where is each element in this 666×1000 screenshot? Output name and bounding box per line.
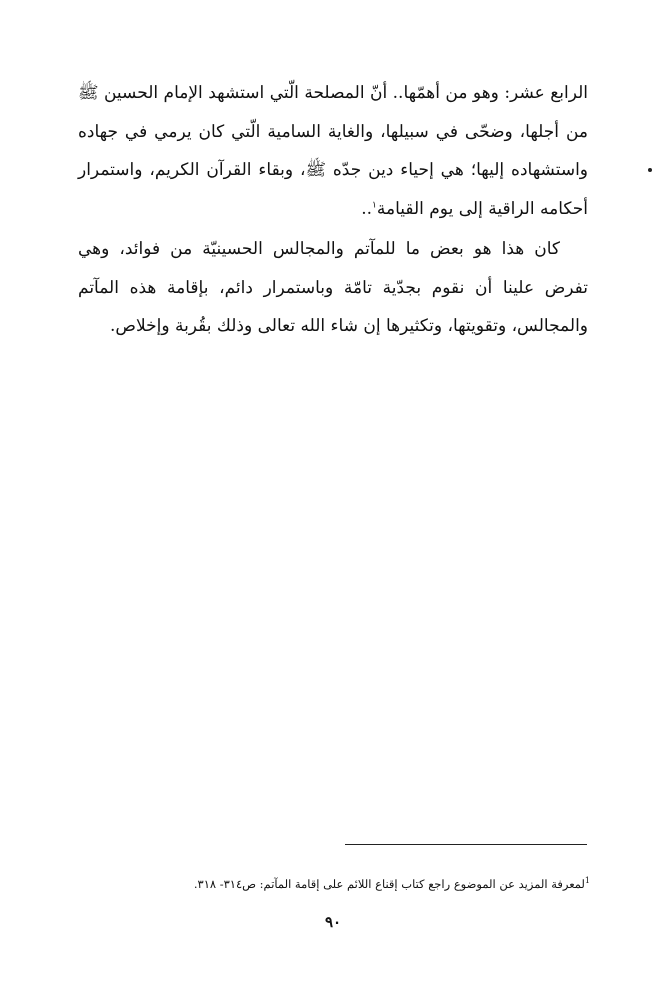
paragraph-fourteenth-point — [78, 74, 588, 228]
paragraph-text: كان هذا هو بعض ما للمآتم والمجالس الحسينيّة من فوائد، وهي تفرض علينا أن نقوم بجدّية تامّة وباستمرار دائم، بإقامة هذه المآتم والمجالس، وتقويتها، وتكثيرها إن شاء الله تعالى وذلك بقُربة وإخلاص. — [78, 239, 588, 336]
paragraph-conclusion — [78, 230, 588, 346]
main-text — [78, 74, 588, 346]
footnote-separator — [345, 844, 587, 845]
footnote-text: لمعرفة المزيد عن الموضوع راجع كتاب إقناع اللائم على إقامة المآتم: ص٣١٤- ٣١٨. — [193, 877, 585, 891]
paragraph-ending: .. — [361, 198, 372, 219]
footnote-number: 1 — [584, 876, 590, 886]
margin-dot — [648, 168, 652, 172]
page-number: ٩٠ — [324, 913, 342, 931]
paragraph-text: الرابع عشر: وهو من أهمّها.. أنّ المصلحة الّتي استشهد الإمام الحسين ﷺ من أجلها، وضحّى في سبيلها، والغاية السامية الّتي كان يرمي في جهاده واستشهاده إليها؛ هي إحياء دين جدّه ﷺ، وبقاء القرآن الكريم، واستمرار أحكامه الراقية إلى يوم القيامة — [78, 83, 588, 219]
footnote-reference: ١ — [372, 199, 377, 210]
footnote — [150, 874, 590, 894]
